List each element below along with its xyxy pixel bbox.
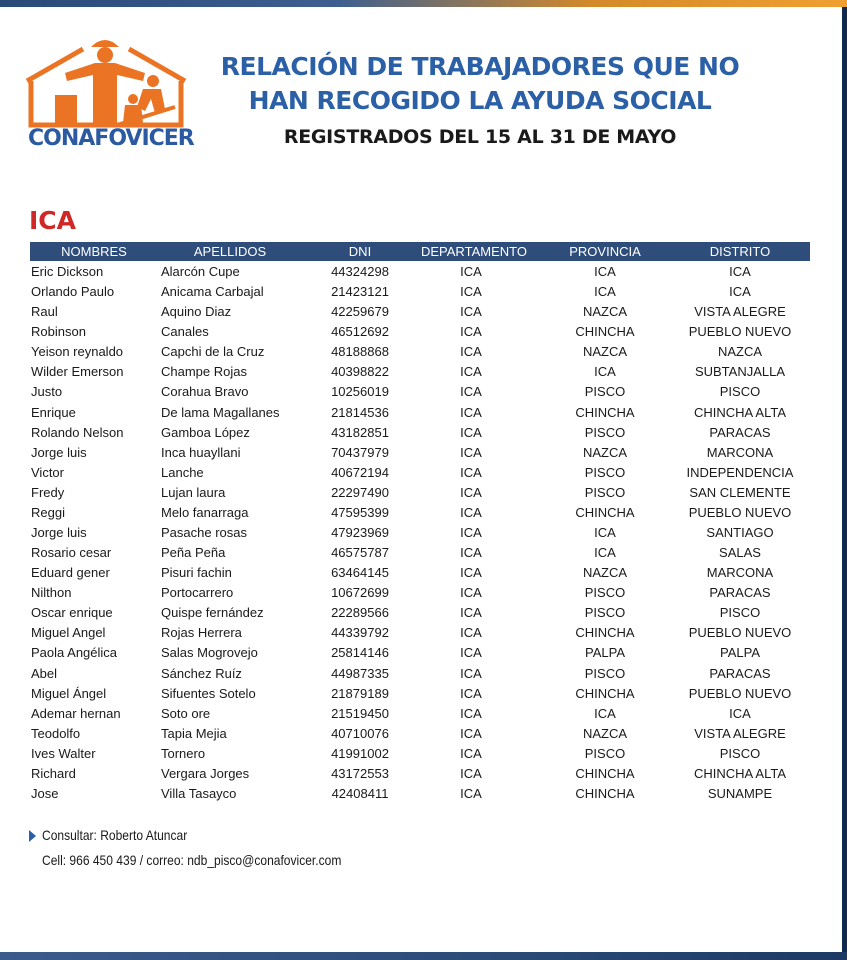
cell-nombres: Eduard gener — [31, 565, 110, 581]
cell-nombres: Justo — [31, 384, 63, 400]
cell-nombres: Jorge luis — [31, 525, 87, 541]
cell-distrito: CHINCHA ALTA — [694, 765, 786, 781]
cell-distrito: SALAS — [719, 545, 761, 561]
cell-distrito: PARACAS — [709, 424, 771, 440]
cell-nombres: Yeison reynaldo — [31, 344, 124, 360]
table-row — [30, 382, 810, 402]
cell-nombres: Richard — [31, 765, 76, 781]
cell-provincia: PISCO — [584, 665, 626, 681]
cell-apellidos: Canales — [161, 324, 209, 340]
cell-nombres: Ademar hernan — [31, 705, 121, 721]
cell-departamento: ICA — [460, 605, 482, 621]
cell-dni: 70437979 — [331, 444, 389, 460]
footer-bullet-icon — [29, 830, 36, 842]
cell-provincia: ICA — [594, 364, 616, 380]
table-row — [30, 603, 810, 623]
region-heading: ICA — [29, 206, 76, 235]
cell-provincia: CHINCHA — [575, 786, 635, 802]
cell-departamento: ICA — [460, 384, 482, 400]
cell-dni: 22289566 — [331, 605, 389, 621]
footer-contact-details: Cell: 966 450 439 / correo: ndb_pisco@conafovicer.com — [42, 852, 342, 868]
cell-departamento: ICA — [460, 504, 482, 520]
cell-nombres: Ives Walter — [31, 745, 96, 761]
cell-departamento: ICA — [460, 444, 482, 460]
table-row — [30, 664, 810, 684]
right-edge — [842, 7, 847, 952]
cell-provincia: CHINCHA — [575, 504, 635, 520]
table-row — [30, 262, 810, 282]
cell-apellidos: Aquino Diaz — [161, 304, 232, 320]
table-row — [30, 563, 810, 583]
cell-apellidos: Salas Mogrovejo — [161, 645, 258, 661]
cell-distrito: ICA — [729, 705, 751, 721]
cell-provincia: ICA — [594, 264, 616, 279]
cell-nombres: Orlando Paulo — [31, 284, 115, 300]
cell-apellidos: Corahua Bravo — [161, 384, 249, 400]
cell-apellidos: Rojas Herrera — [161, 625, 242, 641]
cell-provincia: PISCO — [584, 424, 626, 440]
logo-text: CONAFOVICER — [28, 126, 194, 151]
cell-dni: 40398822 — [331, 364, 389, 380]
cell-departamento: ICA — [460, 665, 482, 681]
cell-provincia: NAZCA — [582, 304, 628, 320]
cell-departamento: ICA — [460, 525, 482, 541]
cell-apellidos: Melo fanarraga — [161, 504, 249, 520]
cell-dni: 10672699 — [331, 585, 389, 601]
cell-dni: 63464145 — [331, 565, 389, 581]
cell-departamento: ICA — [460, 484, 482, 500]
cell-dni: 47923969 — [331, 525, 389, 541]
cell-provincia: PISCO — [584, 745, 626, 761]
cell-apellidos: Portocarrero — [161, 585, 234, 601]
cell-apellidos: Inca huayllani — [161, 444, 241, 460]
cell-provincia: ICA — [594, 545, 616, 561]
cell-departamento: ICA — [460, 705, 482, 721]
cell-departamento: ICA — [460, 745, 482, 761]
cell-nombres: Enrique — [31, 404, 76, 420]
cell-distrito: SANTIAGO — [706, 525, 774, 541]
cell-dni: 40672194 — [331, 464, 389, 480]
page-subtitle: REGISTRADOS DEL 15 AL 31 DE MAYO — [283, 126, 677, 148]
cell-departamento: ICA — [460, 324, 482, 340]
cell-distrito: PUEBLO NUEVO — [688, 504, 792, 520]
cell-nombres: Miguel Ángel — [31, 685, 107, 701]
cell-apellidos: Tapia Mejia — [161, 725, 227, 741]
cell-departamento: ICA — [460, 344, 482, 360]
cell-nombres: Reggi — [31, 504, 65, 520]
cell-nombres: Miguel Angel — [31, 625, 106, 641]
cell-departamento: ICA — [460, 264, 482, 279]
cell-departamento: ICA — [460, 364, 482, 380]
cell-dni: 44339792 — [331, 625, 389, 641]
cell-apellidos: Alarcón Cupe — [161, 264, 240, 279]
table-row — [30, 583, 810, 603]
bottom-stripe — [0, 952, 847, 960]
cell-apellidos: Soto ore — [161, 705, 211, 721]
table-row — [30, 443, 810, 463]
cell-distrito: PISCO — [719, 384, 761, 400]
cell-departamento: ICA — [460, 284, 482, 300]
cell-apellidos: Capchi de la Cruz — [161, 344, 265, 360]
cell-provincia: CHINCHA — [575, 404, 635, 420]
cell-distrito: NAZCA — [717, 344, 763, 360]
cell-departamento: ICA — [460, 585, 482, 601]
cell-distrito: MARCONA — [706, 565, 774, 581]
table-row — [30, 463, 810, 483]
cell-distrito: INDEPENDENCIA — [686, 464, 794, 480]
cell-provincia: CHINCHA — [575, 625, 635, 641]
cell-departamento: ICA — [460, 565, 482, 581]
cell-dni: 44324298 — [331, 264, 389, 279]
column-header-distrito: DISTRITO — [709, 244, 771, 259]
cell-nombres: Robinson — [31, 324, 86, 340]
cell-nombres: Rosario cesar — [31, 545, 112, 561]
cell-nombres: Paola Angélica — [31, 645, 118, 661]
cell-distrito: CHINCHA ALTA — [694, 404, 786, 420]
cell-departamento: ICA — [460, 786, 482, 802]
column-header-apellidos: APELLIDOS — [193, 244, 267, 259]
cell-provincia: CHINCHA — [575, 685, 635, 701]
cell-dni: 41991002 — [331, 745, 389, 761]
table-row — [30, 282, 810, 302]
cell-apellidos: Peña Peña — [161, 545, 226, 561]
cell-provincia: CHINCHA — [575, 765, 635, 781]
table-row — [30, 302, 810, 322]
cell-dni: 21519450 — [331, 705, 389, 721]
cell-apellidos: Lujan laura — [161, 484, 226, 500]
cell-departamento: ICA — [460, 404, 482, 420]
cell-nombres: Nilthon — [31, 585, 72, 601]
cell-distrito: SAN CLEMENTE — [689, 484, 791, 500]
cell-distrito: MARCONA — [706, 444, 774, 460]
cell-distrito: PISCO — [719, 605, 761, 621]
cell-apellidos: Anicama Carbajal — [161, 284, 264, 300]
cell-nombres: Teodolfo — [31, 725, 81, 741]
cell-dni: 43172553 — [331, 765, 389, 781]
top-stripe — [0, 0, 847, 7]
cell-distrito: PARACAS — [709, 665, 771, 681]
cell-provincia: PISCO — [584, 384, 626, 400]
cell-nombres: Abel — [31, 665, 58, 681]
cell-nombres: Jose — [31, 786, 59, 802]
cell-dni: 21423121 — [331, 284, 389, 300]
cell-dni: 47595399 — [331, 504, 389, 520]
cell-apellidos: Quispe fernández — [161, 605, 264, 621]
cell-provincia: ICA — [594, 284, 616, 300]
cell-departamento: ICA — [460, 625, 482, 641]
cell-provincia: PISCO — [584, 464, 626, 480]
cell-apellidos: Pisuri fachin — [161, 565, 232, 581]
cell-nombres: Victor — [31, 464, 64, 480]
cell-dni: 46512692 — [331, 324, 389, 340]
table-row — [30, 623, 810, 643]
table-row — [30, 643, 810, 663]
cell-apellidos: Vergara Jorges — [161, 765, 250, 781]
column-header-departamento: DEPARTAMENTO — [421, 244, 527, 259]
cell-distrito: VISTA ALEGRE — [694, 725, 786, 741]
worker-table-body — [30, 262, 810, 804]
cell-nombres: Jorge luis — [31, 444, 87, 460]
cell-dni: 21814536 — [331, 404, 389, 420]
column-header-nombres: NOMBRES — [61, 244, 127, 259]
table-row — [30, 322, 810, 342]
cell-nombres: Rolando Nelson — [31, 424, 124, 440]
cell-apellidos: Gamboa López — [161, 424, 250, 440]
cell-apellidos: Sánchez Ruíz — [161, 665, 242, 681]
cell-nombres: Raul — [31, 304, 58, 320]
cell-apellidos: Tornero — [161, 745, 206, 761]
cell-distrito: PALPA — [720, 645, 760, 661]
cell-dni: 40710076 — [331, 725, 389, 741]
cell-distrito: PARACAS — [709, 585, 771, 601]
cell-departamento: ICA — [460, 464, 482, 480]
table-row — [30, 684, 810, 704]
cell-departamento: ICA — [460, 645, 482, 661]
table-row — [30, 764, 810, 784]
table-row — [30, 724, 810, 744]
table-row — [30, 483, 810, 503]
table-header — [30, 242, 810, 261]
cell-apellidos: Pasache rosas — [161, 525, 247, 541]
page-title-line-1: RELACIÓN DE TRABAJADORES QUE NO — [220, 52, 740, 81]
table-row — [30, 784, 810, 804]
cell-dni: 48188868 — [331, 344, 389, 360]
cell-nombres: Wilder Emerson — [31, 364, 124, 380]
cell-dni: 44987335 — [331, 665, 389, 681]
cell-dni: 22297490 — [331, 484, 389, 500]
cell-dni: 42259679 — [331, 304, 389, 320]
table-row — [30, 342, 810, 362]
table-row — [30, 523, 810, 543]
cell-apellidos: Sifuentes Sotelo — [161, 685, 256, 701]
cell-distrito: ICA — [729, 264, 751, 279]
cell-departamento: ICA — [460, 685, 482, 701]
table-row — [30, 362, 810, 382]
cell-provincia: NAZCA — [582, 444, 628, 460]
cell-departamento: ICA — [460, 725, 482, 741]
cell-distrito: ICA — [729, 284, 751, 300]
table-row — [30, 704, 810, 724]
cell-provincia: NAZCA — [582, 565, 628, 581]
cell-dni: 42408411 — [331, 786, 389, 802]
cell-provincia: PISCO — [584, 484, 626, 500]
cell-provincia: ICA — [594, 705, 616, 721]
table-row — [30, 543, 810, 563]
cell-distrito: PUEBLO NUEVO — [688, 625, 792, 641]
cell-apellidos: Villa Tasayco — [161, 786, 237, 802]
cell-provincia: PISCO — [584, 585, 626, 601]
cell-distrito: PUEBLO NUEVO — [688, 324, 792, 340]
cell-dni: 25814146 — [331, 645, 389, 661]
footer-contact: Consultar: Roberto Atuncar — [42, 827, 188, 843]
cell-apellidos: Champe Rojas — [161, 364, 247, 380]
page-title-line-2: HAN RECOGIDO LA AYUDA SOCIAL — [248, 86, 712, 115]
cell-provincia: NAZCA — [582, 344, 628, 360]
cell-distrito: VISTA ALEGRE — [694, 304, 786, 320]
cell-distrito: SUNAMPE — [707, 786, 773, 802]
cell-nombres: Oscar enrique — [31, 605, 113, 621]
cell-dni: 10256019 — [331, 384, 389, 400]
cell-departamento: ICA — [460, 545, 482, 561]
cell-dni: 43182851 — [331, 424, 389, 440]
column-header-dni: DNI — [348, 244, 372, 259]
cell-nombres: Fredy — [31, 484, 65, 500]
cell-nombres: Eric Dickson — [31, 264, 104, 279]
cell-provincia: NAZCA — [582, 725, 628, 741]
cell-provincia: PALPA — [585, 645, 625, 661]
cell-dni: 21879189 — [331, 685, 389, 701]
table-row — [30, 503, 810, 523]
column-header-provincia: PROVINCIA — [569, 244, 641, 259]
cell-departamento: ICA — [460, 424, 482, 440]
cell-distrito: PISCO — [719, 745, 761, 761]
cell-departamento: ICA — [460, 765, 482, 781]
cell-provincia: ICA — [594, 525, 616, 541]
cell-apellidos: De lama Magallanes — [161, 404, 280, 420]
cell-provincia: CHINCHA — [575, 324, 635, 340]
table-row — [30, 423, 810, 443]
cell-distrito: SUBTANJALLA — [694, 364, 786, 380]
cell-departamento: ICA — [460, 304, 482, 320]
table-row — [30, 744, 810, 764]
cell-provincia: PISCO — [584, 605, 626, 621]
table-row — [30, 403, 810, 423]
cell-distrito: PUEBLO NUEVO — [688, 685, 792, 701]
cell-apellidos: Lanche — [161, 464, 204, 480]
cell-dni: 46575787 — [331, 545, 389, 561]
